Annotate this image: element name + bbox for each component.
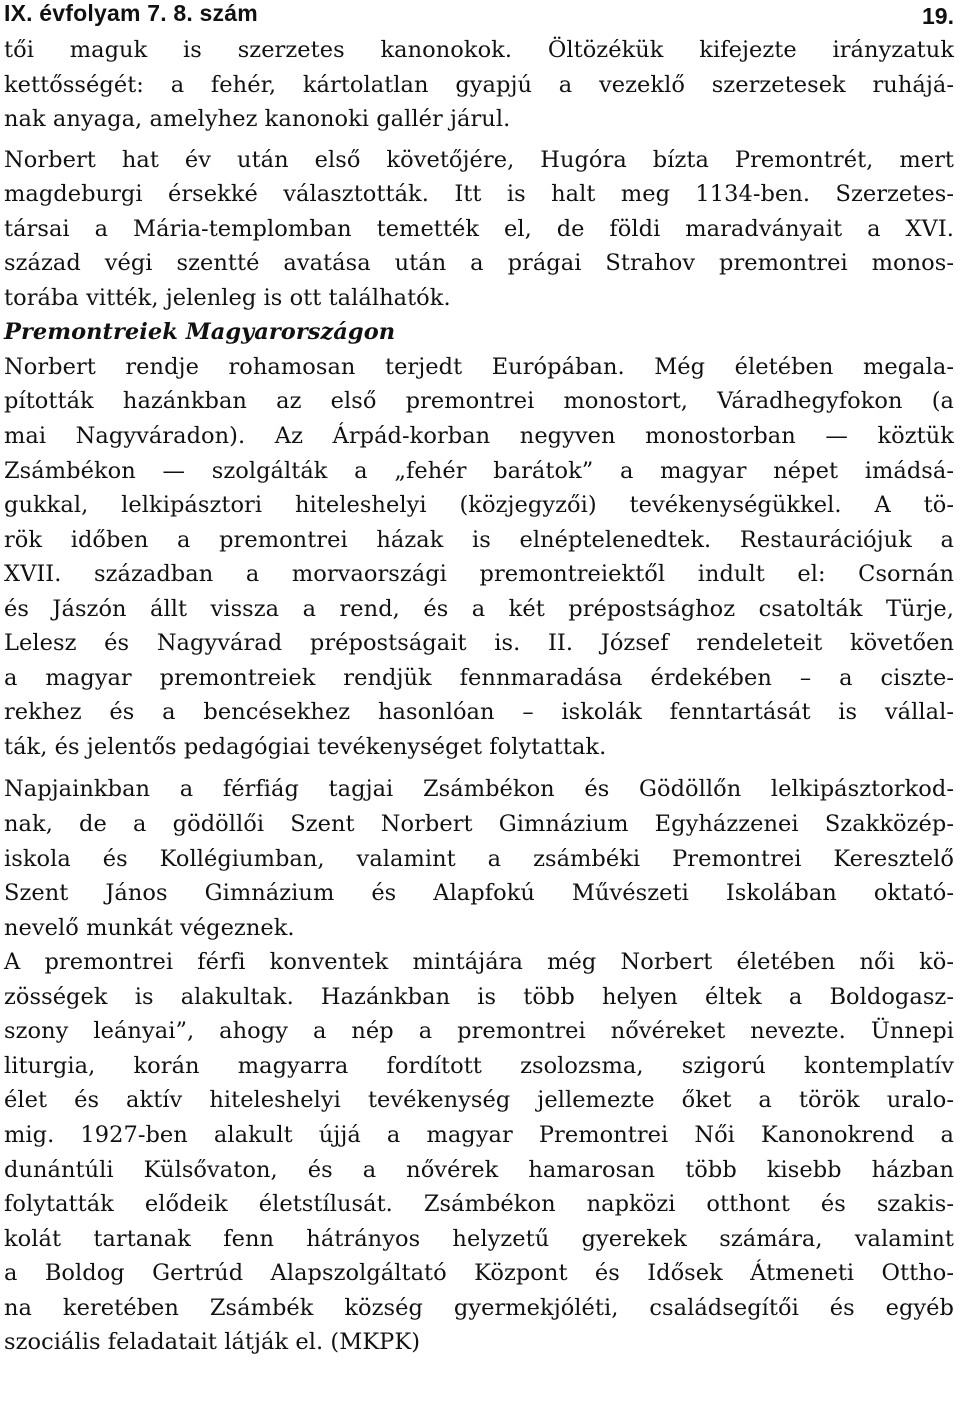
text-line: nak anyaga, amelyhez kanonoki gallér járul. (4, 106, 511, 133)
article-body (4, 33, 954, 1360)
text-line: élet és aktív hiteleshelyi tevékenység jellemezte őket a török uralo- (4, 1087, 954, 1114)
text-line: Szent János Gimnázium és Alapfokú Művészeti Iskolában oktató- (4, 880, 954, 907)
text-line: A premontrei férfi konventek mintájára még Norbert életében női kö- (4, 949, 954, 976)
page-number: 19. (922, 3, 954, 29)
text-line: na keretében Zsámbék község gyermekjóléti, családsegítői és egyéb (4, 1294, 954, 1321)
text-line: kolát tartanak fenn hátrányos helyzetű gyerekek számára, valamint (4, 1225, 954, 1252)
text-line: nevelő munkát végeznek. (4, 914, 295, 941)
text-line: szociális feladatait látják el. (MKPK) (4, 1329, 421, 1356)
text-line: Lelesz és Nagyvárad prépostságait is. II. József rendeleteit követően (4, 630, 954, 657)
text-line: iskola és Kollégiumban, valamint a zsámbéki Premontrei Keresztelő (4, 845, 954, 872)
paragraph (4, 772, 954, 945)
text-line: XVII. században a morvaországi premontreiektől indult el: Csornán (4, 561, 954, 588)
text-line: Napjainkban a férfiág tagjai Zsámbékon és Gödöllőn lelkipásztorkod- (4, 776, 954, 803)
issue-header: IX. évfolyam 7. 8. szám (4, 0, 258, 26)
text-line: gukkal, lelkipásztori hiteleshelyi (közjegyzői) tevékenységükkel. A tö- (4, 492, 954, 519)
text-line: Norbert rendje rohamosan terjedt Európában. Még életében megala- (4, 353, 954, 380)
text-line: a magyar premontreiek rendjük fennmaradása érdekében – a ciszte- (4, 664, 954, 691)
text-line: Norbert hat év után első követőjére, Hugóra bízta Premontrét, mert (4, 146, 954, 173)
text-line: liturgia, korán magyarra fordított zsolozsma, szigorú kontemplatív (4, 1052, 954, 1079)
text-line: Zsámbékon — szolgálták a „fehér barátok” a magyar népet imádsá- (4, 457, 954, 484)
text-line: torába vitték, jelenleg is ott találhatók. (4, 284, 451, 311)
paragraph (4, 33, 954, 137)
text-line: zösségek is alakultak. Hazánkban is több helyen éltek a Boldogasz- (4, 983, 954, 1010)
text-line: rök időben a premontrei házak is elnéptelenedtek. Restaurációjuk a (4, 526, 954, 553)
text-line: pították hazánkban az első premontrei monostort, Váradhegyfokon (a (4, 388, 954, 415)
text-line: szony leányai”, ahogy a nép a premontrei nővéreket nevezte. Ünnepi (4, 1018, 954, 1045)
paragraph (4, 945, 954, 1360)
text-line: dunántúli Külsővaton, és a nővérek hamarosan több kisebb házban (4, 1156, 954, 1183)
text-line: nak, de a gödöllői Szent Norbert Gimnázium Egyházzenei Szakközép- (4, 811, 954, 838)
section-heading: Premontreiek Magyarországon (4, 319, 396, 346)
text-line: társai a Mária-templomban temették el, de földi maradványait a XVI. (4, 215, 954, 242)
text-line: mai Nagyváradon). Az Árpád-korban negyven monostorban — köztük (4, 423, 954, 450)
text-line: mig. 1927-ben alakult újjá a magyar Premontrei Női Kanonokrend a (4, 1121, 954, 1148)
text-line: a Boldog Gertrúd Alapszolgáltató Központ és Idősek Átmeneti Ottho- (4, 1260, 954, 1287)
text-line: század végi szentté avatása után a prágai Strahov premontrei monos- (4, 250, 954, 277)
text-line: tői maguk is szerzetes kanonokok. Öltözékük kifejezte irányzatuk (4, 37, 954, 63)
text-line: folytatták elődeik életstílusát. Zsámbékon napközi otthont és szakis- (4, 1191, 954, 1218)
text-line: és Jászón állt vissza a rend, és a két prépostsághoz csatolták Türje, (4, 595, 954, 622)
paragraph (4, 315, 954, 764)
text-line: rekhez és a bencésekhez hasonlóan – iskolák fenntartását is vállal- (4, 699, 954, 726)
text-line: magdeburgi érsekké választották. Itt is halt meg 1134-ben. Szerzetes- (4, 181, 954, 208)
text-line: kettősségét: a fehér, kártolatlan gyapjú a vezeklő szerzetesek ruhájá- (4, 71, 954, 98)
text-line: ták, és jelentős pedagógiai tevékenységet folytattak. (4, 733, 607, 760)
paragraph (4, 143, 954, 316)
